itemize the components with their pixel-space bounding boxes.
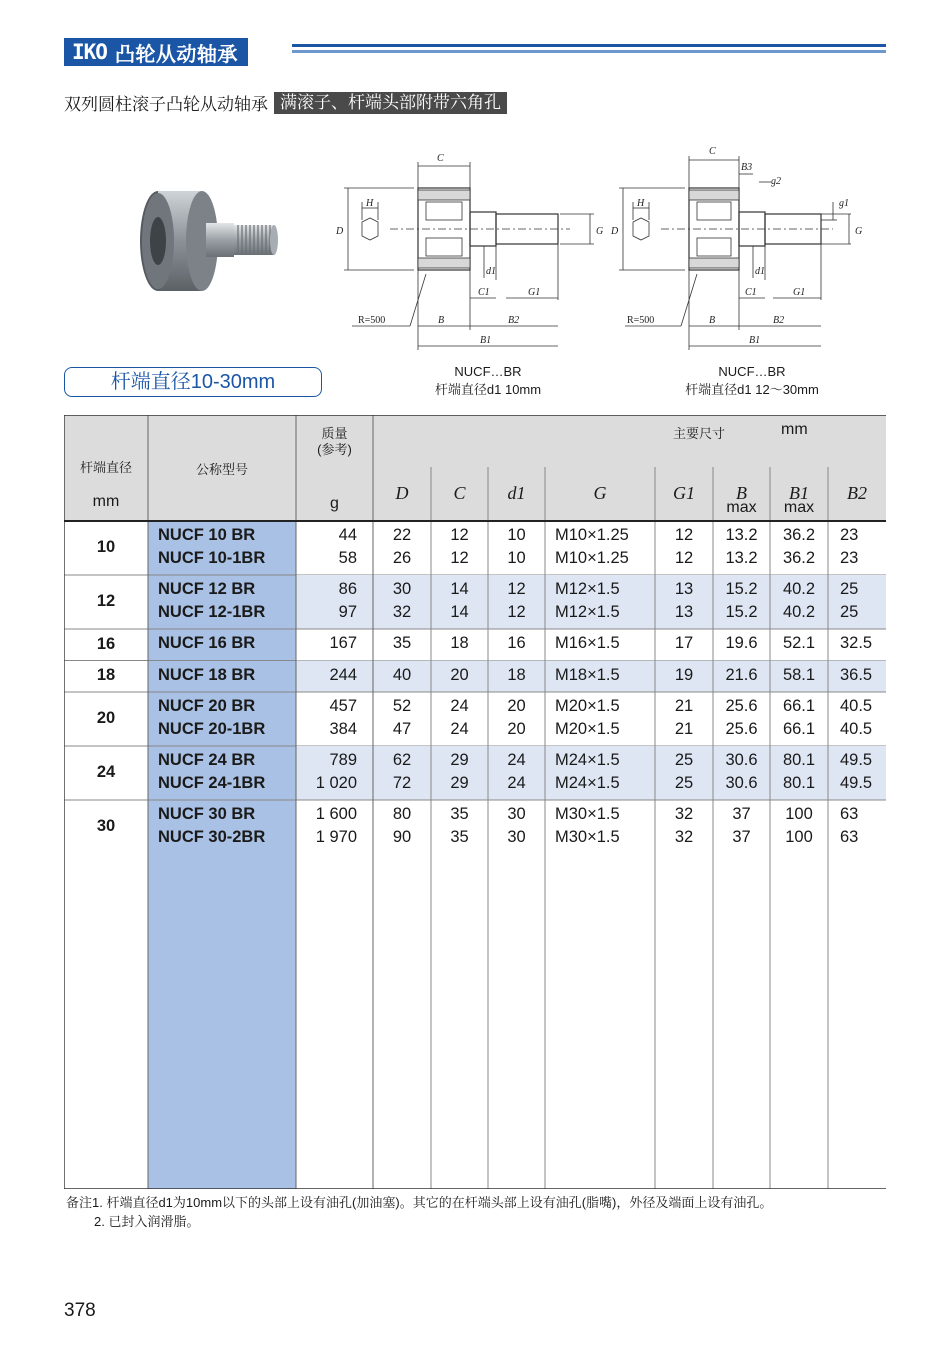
- mass-cell: 244: [329, 665, 357, 684]
- dim-G1-cell: 12: [674, 548, 694, 567]
- dim-label-G: G: [855, 226, 863, 237]
- drawing-2-caption-dia: 杆端直径d1 12～30mm: [685, 382, 819, 397]
- dim-G1-cell: 12: [674, 526, 694, 544]
- dim-B1-cell: 80.1: [782, 773, 816, 792]
- dim-D-cell: 47: [392, 719, 412, 738]
- dim-label-C1: C1: [745, 287, 757, 298]
- col-header-d1: d1: [507, 483, 526, 503]
- col-header-G: G: [593, 483, 607, 503]
- dim-label-d1: d1: [755, 266, 765, 277]
- drawing-2-caption-title: NUCF…BR: [718, 364, 786, 379]
- drawing-1-caption-dia: 杆端直径d1 10mm: [434, 382, 542, 397]
- dim-G-cell: M24×1.5: [555, 773, 620, 792]
- dim-label-C1: C1: [478, 287, 490, 298]
- mass-cell: 789: [329, 751, 357, 769]
- dim-d1-cell: 20: [507, 719, 526, 738]
- dim-label-G1: G1: [528, 287, 541, 298]
- model-cell: NUCF 10 BR: [158, 526, 256, 544]
- dim-d1-cell: 12: [507, 602, 526, 621]
- dim-B-cell: 37: [732, 827, 751, 846]
- stud-diameter-cell: 30: [96, 817, 116, 835]
- header-rule: [292, 44, 886, 56]
- dim-G-cell: M12×1.5: [555, 602, 620, 621]
- mass-cell: 457: [329, 697, 357, 715]
- dim-d1-cell: 24: [507, 751, 526, 769]
- section-title: 凸轮从动轴承: [114, 43, 238, 66]
- dim-C-cell: 14: [450, 580, 469, 598]
- dim-C-cell: 29: [450, 773, 469, 792]
- mass-header: 质量: [321, 426, 348, 441]
- note-2: 2. 已封入润滑脂。: [94, 1214, 200, 1229]
- dim-D-cell: 26: [392, 548, 412, 567]
- mass-cell: 86: [338, 580, 357, 598]
- dim-d1-cell: 10: [507, 526, 526, 544]
- col-header-B: B: [736, 483, 747, 503]
- subtitle-main: 双列圆柱滚子凸轮从动轴承: [64, 95, 268, 114]
- dim-label-C: C: [437, 153, 444, 164]
- dims-unit-header: mm: [781, 421, 808, 438]
- stud-diameter-cell: 20: [96, 709, 116, 727]
- dim-D-cell: 72: [392, 773, 412, 792]
- iko-logo: IKO: [72, 40, 107, 64]
- dim-G-cell: M16×1.5: [555, 634, 620, 652]
- model-header: 公称型号: [195, 462, 248, 477]
- dim-B1-cell: 100: [785, 805, 813, 823]
- col-header-sub: max: [726, 499, 757, 516]
- dim-label-C: C: [709, 146, 716, 157]
- dim-label-H: H: [637, 198, 645, 209]
- dim-B2-cell: 36.5: [840, 665, 873, 684]
- dim-G-cell: M18×1.5: [555, 665, 620, 684]
- dim-D-cell: 80: [392, 805, 412, 823]
- dim-B2-cell: 49.5: [840, 751, 873, 769]
- dim-C-cell: 24: [450, 719, 469, 738]
- mass-cell: 58: [338, 548, 357, 567]
- dim-label-g1: g1: [839, 198, 849, 209]
- dim-B2-cell: 40.5: [840, 697, 873, 715]
- dim-B1-cell: 40.2: [782, 580, 816, 598]
- dim-G-cell: M10×1.25: [555, 548, 629, 567]
- mass-cell: 44: [338, 526, 357, 544]
- bearing-photo: [128, 183, 278, 303]
- dim-B-cell: 30.6: [725, 751, 758, 769]
- dim-B2-cell: 63: [840, 827, 859, 846]
- dim-B-cell: 30.6: [725, 773, 758, 792]
- model-cell: NUCF 16 BR: [158, 634, 256, 652]
- dim-D-cell: 22: [392, 526, 412, 544]
- dim-B2-cell: 25: [840, 602, 859, 621]
- col-header-G1: G1: [673, 483, 695, 503]
- note-1: 备注1. 杆端直径d1为10mm以下的头部上设有油孔(加油塞)。其它的在杆端头部上设有油孔(脂嘴)，外径及端面上设有油孔。: [66, 1195, 773, 1210]
- dim-C-cell: 24: [450, 697, 469, 715]
- dim-d1-cell: 12: [507, 580, 526, 598]
- dim-C-cell: 35: [450, 805, 469, 823]
- page-header: [64, 38, 248, 66]
- dim-label-R: R=500: [627, 315, 655, 326]
- drawing-2-caption: [662, 364, 842, 398]
- dim-G1-cell: 21: [674, 697, 694, 715]
- dim-B2-cell: 49.5: [840, 773, 873, 792]
- dim-G-cell: M20×1.5: [555, 719, 620, 738]
- dim-label-G1: G1: [793, 287, 806, 298]
- dim-C-cell: 35: [450, 827, 469, 846]
- dim-B-cell: 15.2: [725, 580, 758, 598]
- dim-label-B2: B2: [508, 315, 520, 326]
- dim-B1-cell: 40.2: [782, 602, 816, 621]
- dim-B1-cell: 36.2: [782, 548, 816, 567]
- dim-G-cell: M10×1.25: [555, 526, 629, 544]
- dim-d1-cell: 16: [507, 634, 526, 652]
- dim-C-cell: 12: [450, 548, 469, 567]
- col-header-sub: max: [783, 499, 815, 516]
- mass-cell: 384: [329, 719, 357, 738]
- dim-D-cell: 40: [392, 665, 412, 684]
- stud-diameter-cell: 18: [96, 666, 116, 685]
- dim-B2-cell: 23: [840, 526, 859, 544]
- drawing-10mm: [330, 150, 610, 360]
- dim-G1-cell: 32: [674, 805, 694, 823]
- mass-cell: 97: [338, 602, 357, 621]
- spec-table: [64, 415, 886, 1189]
- model-cell: NUCF 18 BR: [158, 665, 256, 684]
- dim-label-B: B: [438, 315, 445, 326]
- dim-B2-cell: 32.5: [840, 634, 873, 652]
- dim-G1-cell: 25: [674, 773, 694, 792]
- dim-D-cell: 52: [392, 697, 412, 715]
- dim-B-cell: 13.2: [725, 548, 758, 567]
- dim-D-cell: 32: [392, 602, 412, 621]
- dim-B2-cell: 63: [840, 805, 859, 823]
- dim-C-cell: 18: [450, 634, 469, 652]
- dim-G-cell: M20×1.5: [555, 697, 620, 715]
- stud-diameter-cell: 24: [96, 763, 116, 781]
- dim-B-cell: 25.6: [725, 697, 758, 715]
- model-cell: NUCF 20 BR: [158, 697, 256, 715]
- dim-label-B: B: [709, 315, 716, 326]
- stud-dia-header: 杆端直径: [79, 460, 132, 475]
- dim-G1-cell: 25: [674, 751, 694, 769]
- col-header-B1: B1: [789, 483, 809, 503]
- dim-C-cell: 20: [450, 665, 469, 684]
- dim-D-cell: 30: [392, 580, 412, 598]
- mass-cell: 167: [329, 634, 357, 652]
- dim-G-cell: M12×1.5: [555, 580, 620, 598]
- dim-d1-cell: 20: [507, 697, 526, 715]
- dim-label-H: H: [366, 198, 374, 209]
- stud-dia-unit: mm: [92, 493, 120, 510]
- dim-label-G: G: [596, 226, 604, 237]
- drawing-12-30mm: [605, 142, 885, 360]
- subtitle-tag: 满滚子、杆端头部附带六角孔: [274, 92, 507, 114]
- dim-B-cell: 25.6: [725, 719, 758, 738]
- dim-d1-cell: 30: [507, 827, 526, 846]
- dims-header: 主要尺寸: [673, 426, 726, 441]
- dim-B2-cell: 25: [840, 580, 859, 598]
- dim-label-D: D: [611, 226, 619, 237]
- dim-d1-cell: 18: [507, 665, 526, 684]
- dim-label-B3: B3: [741, 162, 753, 173]
- model-cell: NUCF 30 BR: [158, 805, 256, 823]
- stud-diameter-cell: 16: [96, 634, 116, 653]
- dim-label-D: D: [336, 226, 344, 237]
- stud-diameter-cell: 12: [96, 592, 116, 610]
- mass-ref-header: (参考): [317, 442, 352, 457]
- dim-label-B1: B1: [480, 335, 492, 346]
- mass-cell: 1 970: [315, 827, 357, 846]
- dim-label-R: R=500: [358, 315, 386, 326]
- dim-B1-cell: 100: [785, 827, 813, 846]
- dim-G-cell: M30×1.5: [555, 827, 620, 846]
- dim-G-cell: M24×1.5: [555, 751, 620, 769]
- dim-G1-cell: 13: [674, 602, 694, 621]
- mass-cell: 1 600: [315, 805, 357, 823]
- dim-B1-cell: 66.1: [782, 719, 816, 738]
- drawing-1-caption-title: NUCF…BR: [454, 364, 522, 379]
- dim-label-g2: g2: [771, 176, 781, 187]
- dim-B2-cell: 23: [840, 548, 859, 567]
- dim-B-cell: 19.6: [725, 634, 758, 652]
- brand-bar: [64, 38, 248, 66]
- dim-B1-cell: 36.2: [782, 526, 816, 544]
- dim-d1-cell: 10: [507, 548, 526, 567]
- model-cell: NUCF 24-1BR: [158, 773, 266, 792]
- dim-C-cell: 14: [450, 602, 469, 621]
- dim-B1-cell: 80.1: [782, 751, 816, 769]
- dim-B-cell: 21.6: [725, 665, 758, 684]
- dim-D-cell: 62: [392, 751, 412, 769]
- dim-D-cell: 35: [392, 634, 412, 652]
- dim-label-B2: B2: [773, 315, 785, 326]
- col-header-B2: B2: [847, 483, 867, 503]
- dim-B2-cell: 40.5: [840, 719, 873, 738]
- notes: [66, 1193, 772, 1231]
- dim-B-cell: 15.2: [725, 602, 758, 621]
- model-cell: NUCF 10-1BR: [158, 548, 266, 567]
- model-cell: NUCF 12-1BR: [158, 602, 266, 621]
- dim-C-cell: 29: [450, 751, 469, 769]
- dim-label-B1: B1: [749, 335, 761, 346]
- dim-G1-cell: 19: [674, 665, 694, 684]
- drawing-1-caption: [408, 364, 568, 398]
- dim-C-cell: 12: [450, 526, 469, 544]
- mass-unit-header: g: [330, 495, 339, 512]
- dim-B1-cell: 58.1: [782, 665, 816, 684]
- dim-label-d1: d1: [486, 266, 496, 277]
- dim-B1-cell: 66.1: [782, 697, 816, 715]
- dim-d1-cell: 30: [507, 805, 526, 823]
- dim-G1-cell: 32: [674, 827, 694, 846]
- model-cell: NUCF 30-2BR: [158, 827, 266, 846]
- dim-G1-cell: 21: [674, 719, 694, 738]
- diameter-range-box: 杆端直径10-30mm: [64, 367, 322, 397]
- col-header-C: C: [453, 483, 466, 503]
- model-cell: NUCF 20-1BR: [158, 719, 266, 738]
- dim-G1-cell: 17: [674, 634, 694, 652]
- dim-B-cell: 13.2: [725, 526, 758, 544]
- mass-cell: 1 020: [315, 773, 357, 792]
- dim-G1-cell: 13: [674, 580, 694, 598]
- stud-diameter-cell: 10: [96, 538, 116, 556]
- dim-B1-cell: 52.1: [782, 634, 816, 652]
- dim-G-cell: M30×1.5: [555, 805, 620, 823]
- dim-B-cell: 37: [732, 805, 751, 823]
- page-number: 378: [64, 1300, 96, 1321]
- dim-d1-cell: 24: [507, 773, 526, 792]
- model-cell: NUCF 24 BR: [158, 751, 256, 769]
- model-cell: NUCF 12 BR: [158, 580, 256, 598]
- col-header-D: D: [395, 483, 409, 503]
- dim-D-cell: 90: [392, 827, 412, 846]
- subtitle: [64, 90, 507, 115]
